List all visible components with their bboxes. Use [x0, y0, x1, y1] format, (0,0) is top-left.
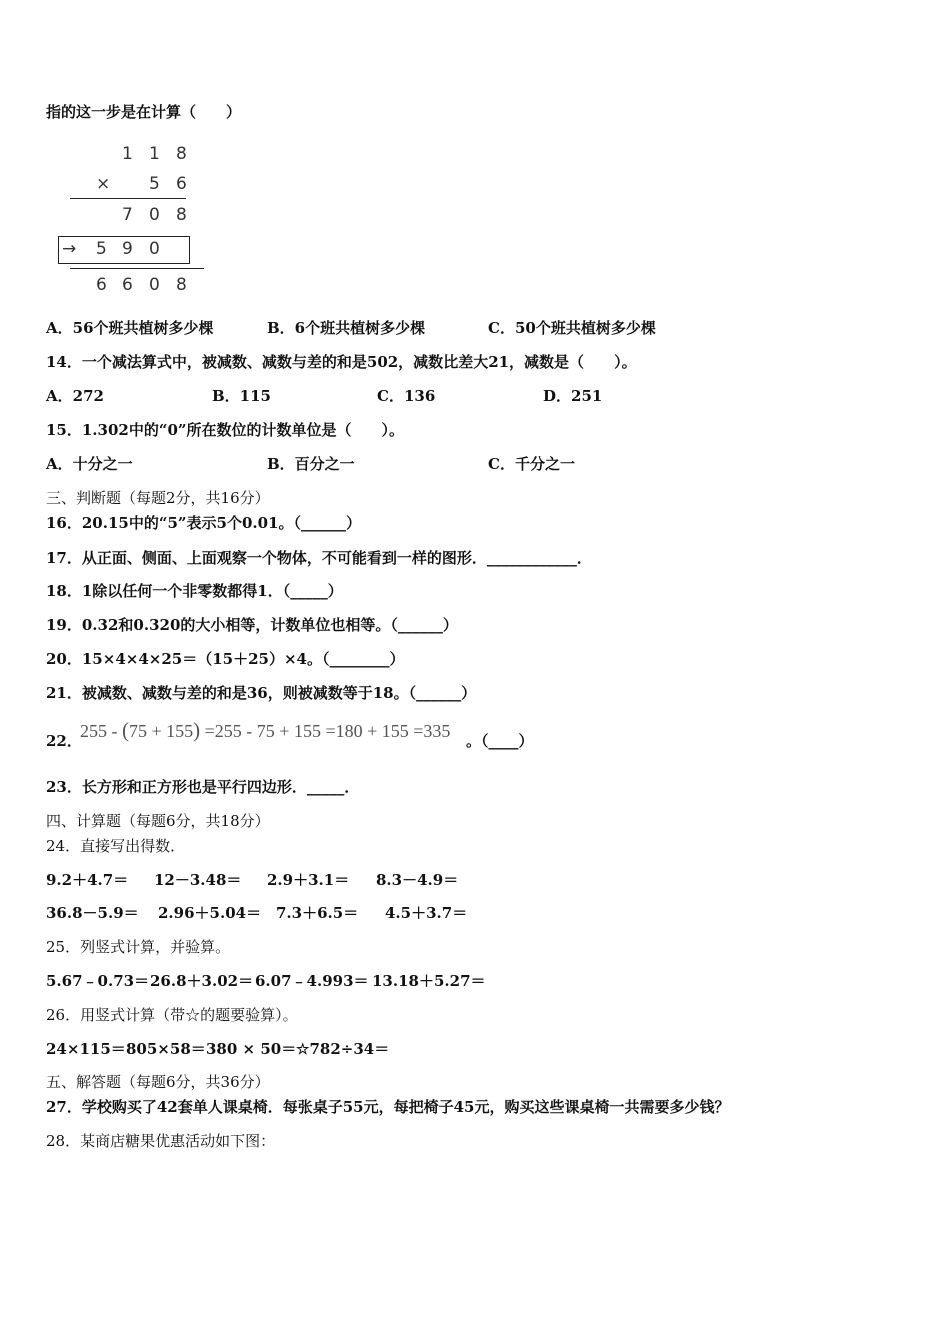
q21: 21．被减数、减数与差的和是36，则被减数等于18。（______）: [46, 684, 477, 702]
calc-item: 2.9＋3.1＝: [267, 871, 350, 889]
formula-part: 75 + 155: [129, 721, 194, 741]
digit: 5: [96, 239, 107, 259]
digit: 8: [176, 144, 187, 164]
q26-stem: 26．用竖式计算（带☆的题要验算）。: [46, 1006, 298, 1024]
digit: 0: [149, 239, 160, 259]
digit: 0: [149, 205, 160, 225]
option-b: B．百分之一: [267, 455, 355, 473]
option-c: C．千分之一: [488, 455, 575, 473]
option-a: A．56个班共植树多少棵: [46, 319, 214, 337]
option-b: B．115: [212, 387, 271, 405]
section-heading-calc: 四、计算题（每题6分，共18分）: [46, 812, 270, 830]
digit: 8: [176, 205, 187, 225]
q16: 16．20.15中的“5”表示5个0.01。（______）: [46, 514, 362, 532]
option-a: A．十分之一: [46, 455, 133, 473]
q27: 27．学校购买了42套单人课桌椅．每张桌子55元，每把椅子45元，购买这些课桌椅一共需要多少钱？: [46, 1098, 730, 1116]
q22-formula: [80, 718, 450, 743]
q17: 17．从正面、侧面、上面观察一个物体，不可能看到一样的图形．____________．: [46, 549, 592, 567]
vertical-multiplication: [56, 138, 216, 308]
calc-item: 7.3＋6.5＝: [276, 904, 359, 922]
section-heading-solve: 五、解答题（每题6分，共36分）: [46, 1073, 270, 1091]
option-d: D．251: [543, 387, 603, 405]
q14-stem: 14．一个减法算式中，被减数、减数与差的和是502，减数比差大21，减数是（ ）。: [46, 353, 637, 371]
q22-tail: 。（____）: [466, 732, 534, 750]
calc-item: 24×115＝: [46, 1040, 126, 1058]
calc-item: 805×58＝: [126, 1040, 206, 1058]
q20: 20．15×4×4×25＝（15＋25）×4。（________）: [46, 650, 405, 668]
digit: 0: [149, 275, 160, 295]
digit: 9: [122, 239, 133, 259]
rule-line: [70, 268, 204, 269]
q25-stem: 25．列竖式计算，并验算。: [46, 938, 231, 956]
q22-number: 22．: [46, 732, 82, 750]
q23: 23．长方形和正方形也是平行四边形．_____．: [46, 778, 360, 796]
paren-close: ): [193, 718, 201, 742]
q18: 18．1除以任何一个非零数都得1．（_____）: [46, 582, 343, 600]
q28: 28．某商店糖果优惠活动如下图：: [46, 1132, 276, 1150]
digit: 1: [122, 144, 133, 164]
calc-item: 4.5＋3.7＝: [385, 904, 468, 922]
option-b: B．6个班共植树多少棵: [267, 319, 426, 337]
calc-item: 13.18＋5.27＝: [372, 972, 486, 990]
option-c: C．136: [377, 387, 436, 405]
calc-item: 5.67﹣0.73＝: [46, 972, 150, 990]
option-c: C．50个班共植树多少棵: [488, 319, 656, 337]
formula-part: =255 - 75 + 155 =180 + 155 =335: [200, 721, 451, 741]
calc-item: 26.8＋3.02＝: [150, 972, 254, 990]
digit: 6: [176, 174, 187, 194]
times-sign: ×: [96, 174, 111, 194]
calc-item: ☆782÷34＝: [296, 1040, 390, 1058]
calc-item: 2.96＋5.04＝: [158, 904, 262, 922]
calc-item: 9.2＋4.7＝: [46, 871, 129, 889]
option-a: A．272: [46, 387, 104, 405]
section-heading-judgement: 三、判断题（每题2分，共16分）: [46, 489, 270, 507]
digit: 6: [96, 275, 107, 295]
rule-line: [70, 198, 186, 199]
q15-stem: 15．1.302中的“0”所在数位的计数单位是（ ）。: [46, 421, 405, 439]
formula-part: 255 -: [80, 721, 122, 741]
digit: 1: [149, 144, 160, 164]
digit: 6: [122, 275, 133, 295]
digit: 8: [176, 275, 187, 295]
digit: 7: [122, 205, 133, 225]
digit: 5: [149, 174, 160, 194]
calc-item: 380 × 50＝: [206, 1040, 297, 1058]
calc-item: 6.07﹣4.993＝: [255, 972, 369, 990]
q13-stem: 指的这一步是在计算（ ）: [46, 103, 242, 121]
calc-item: 36.8－5.9＝: [46, 904, 139, 922]
q24-stem: 24．直接写出得数．: [46, 837, 186, 855]
calc-item: 8.3－4.9＝: [376, 871, 459, 889]
paren-open: (: [122, 718, 129, 742]
arrow-icon: →: [62, 239, 77, 259]
q19: 19．0.32和0.320的大小相等，计数单位也相等。（______）: [46, 616, 458, 634]
calc-item: 12－3.48＝: [154, 871, 242, 889]
